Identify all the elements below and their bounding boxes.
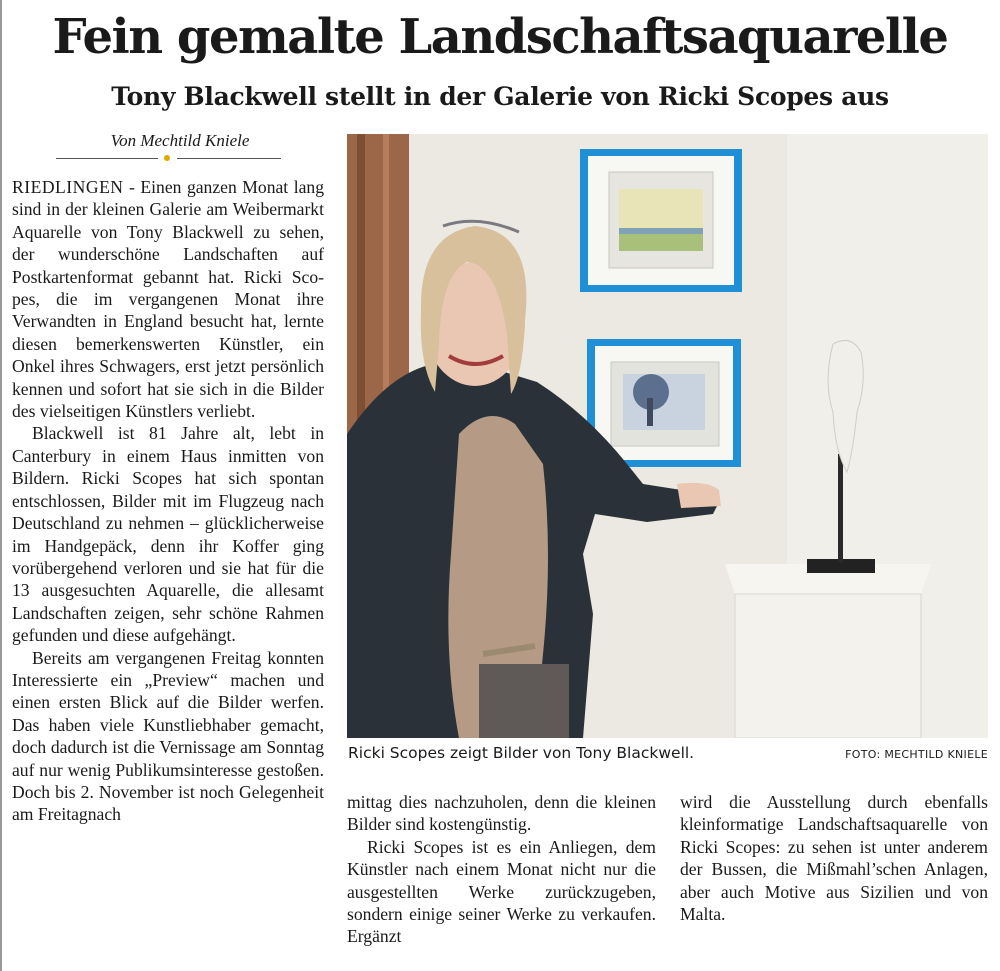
byline-rule-right	[177, 158, 281, 159]
article-paragraph-3: Bereits am vergangenen Freitag konnten Interessierte ein „Preview“ machen und einen ersten Blick auf die Bilder werfen. Das haben viele Kunstliebhaber gemacht, doch dadurch ist die Vernissage am Sonntag auf nur wenig Publikumsinteresse gestoßen. Doch bis 2. November ist noch Gelegenheit am Freitagnach	[12, 647, 324, 825]
article-paragraph-6: wird die Ausstellung durch ebenfalls kleinformatige Landschaftsaquarelle von Ricki Scopes: zu sehen ist unter anderem der Bussen, die Mißmahl’schen Anlagen, aber auch Motive aus Sizilien und von Malta.	[680, 792, 988, 925]
article-paragraph-5: Ricki Scopes ist es ein Anliegen, dem Künstler nach einem Monat nicht nur die ausgestellten Werke zurückzugeben, sondern einige seiner Werke zu verkaufen. Ergänzt	[347, 836, 656, 947]
photo-credit: FOTO: MECHTILD KNIELE	[845, 748, 988, 761]
gallery-photo	[347, 134, 988, 738]
framed-watercolor-1	[580, 149, 742, 292]
article-column-3	[680, 791, 988, 925]
article-column-1	[12, 176, 324, 826]
article-paragraph-2: Blackwell ist 81 Jahre alt, lebt in Canterbury in einem Haus inmitten von Bildern. Ricki Scopes hat sich spontan entschlossen, Bilder mit im Flugzeug nach Deutschland zu nehmen – glücklicherweise im Handgepäck, denn ihr Koffer ging vorübergehend verloren und sie hat für die 13 ausgesuchten Aquarelle, die allesamt Landschaften zeigen, sehr schöne Rahmen gefunden und diese aufgehängt.	[12, 423, 324, 646]
byline-rule-left	[56, 158, 158, 159]
article-paragraph-4: mittag dies nachzuholen, denn die kleinen Bilder sind kostengünstig.	[347, 792, 656, 835]
photo-caption: Ricki Scopes zeigt Bilder von Tony Blackwell.	[348, 744, 695, 762]
article-paragraph-1: - Einen ganzen Monat lang sind in der kleinen Galerie am Weibermarkt Aquarelle von Tony Blackwell zu sehen, der wunderschöne Landschaften auf Postkartenformat gebannt hat. Ricki Scopes, die im vergangenen Monat ihre Verwandten in England besucht hat, lernte diesen bemerkenswerten Künstler, ein Onkel ihres Schwagers, erst jetzt persönlich kennen und sofort hat sie sich in die Bilder des vielseitigen Künstlers verliebt.	[12, 177, 324, 422]
page-edge-line	[0, 0, 2, 971]
article-column-2	[347, 791, 656, 948]
byline: Von Mechtild Kniele	[110, 131, 250, 150]
dateline: RIEDLINGEN	[12, 177, 124, 197]
subline: Tony Blackwell stellt in der Galerie von Ricki Scopes aus	[111, 82, 889, 111]
byline-dot-icon	[164, 155, 170, 161]
headline: Fein gemalte Landschaftsaquarelle	[52, 9, 948, 65]
